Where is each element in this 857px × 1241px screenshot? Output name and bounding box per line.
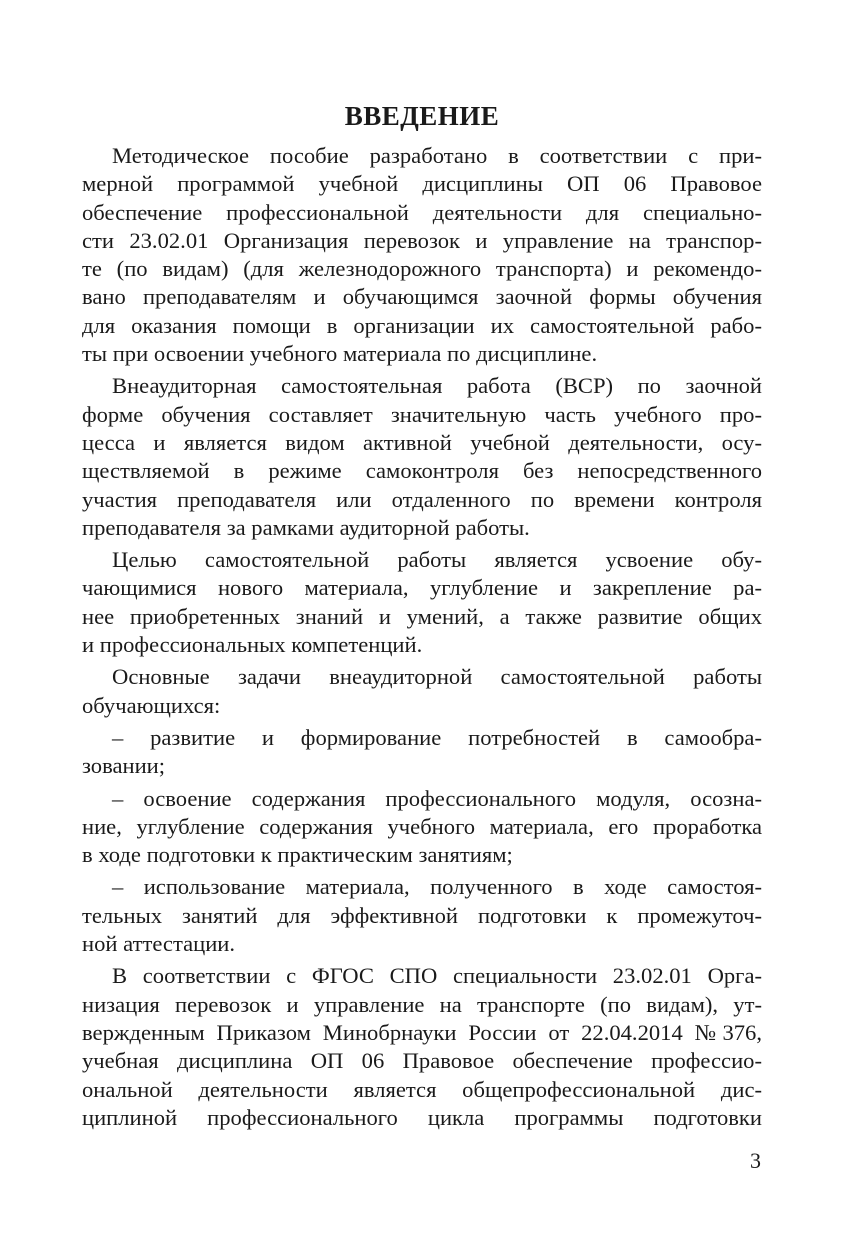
text-line: вано преподавателям и обучающимся заочной формы обучения xyxy=(82,284,762,310)
text-line: сти 23.02.01 Организация перевозок и управление на транспор- xyxy=(82,227,762,253)
text-line: низация перевозок и управление на транспорте (по видам), ут- xyxy=(82,991,762,1017)
page-number: 3 xyxy=(750,1148,761,1173)
text-line: обеспечение профессиональной деятельности для специально- xyxy=(82,199,762,225)
text-line: мерной программой учебной дисциплины ОП 06 Правовое xyxy=(82,171,762,197)
paragraph xyxy=(82,372,762,542)
text-line: Методическое пособие разработано в соответствии с при- xyxy=(112,143,762,168)
body-text xyxy=(82,142,762,1132)
text-line: – развитие и формирование потребностей в самообра- xyxy=(112,724,762,750)
text-line: вержденным Приказом Минобрнауки России от 22.04.2014 №376, xyxy=(82,1019,762,1045)
text-line: преподавателя за рамками аудиторной работы. xyxy=(82,514,530,540)
text-line: Целью самостоятельной работы является усвоение обу- xyxy=(112,547,762,573)
text-line: циплиной профессионального цикла программы подготовки xyxy=(82,1104,762,1130)
text-line: учебная дисциплина ОП 06 Правовое обеспечение профессио- xyxy=(82,1048,762,1074)
text-line: обучающихся: xyxy=(82,692,221,718)
paragraph xyxy=(82,962,762,1132)
text-line: тельных занятий для эффективной подготовки к промежуточ- xyxy=(82,902,762,928)
text-line: – освоение содержания профессионального модуля, осозна- xyxy=(112,785,762,811)
text-line: форме обучения составляет значительную часть учебного про- xyxy=(82,401,762,427)
paragraph xyxy=(82,873,762,958)
paragraph xyxy=(82,546,762,659)
text-line: Основные задачи внеаудиторной самостоятельной работы xyxy=(112,664,762,690)
text-line: участия преподавателя или отдаленного по времени контроля xyxy=(82,486,762,512)
text-line: ществляемой в режиме самоконтроля без непосредственного xyxy=(82,458,762,484)
text-line: – использование материала, полученного в ходе самостоя- xyxy=(112,874,762,900)
text-line: Внеаудиторная самостоятельная работа (ВСР) по заочной xyxy=(112,373,762,399)
text-line: чающимися нового материала, углубление и закрепление ра- xyxy=(82,575,762,601)
text-line: в ходе подготовки к практическим занятиям; xyxy=(82,842,513,868)
text-line: ональной деятельности является общепрофессиональной дис- xyxy=(82,1076,762,1102)
text-line: зовании; xyxy=(82,753,166,779)
text-line: для оказания помощи в организации их самостоятельной рабо- xyxy=(82,312,762,338)
text-line: ты при освоении учебного материала по дисциплине. xyxy=(82,341,598,367)
paragraph xyxy=(82,785,762,870)
document-page xyxy=(82,98,762,1136)
paragraph xyxy=(82,142,762,368)
text-line: ной аттестации. xyxy=(82,931,236,957)
paragraph xyxy=(82,724,762,781)
text-line: ние, углубление содержания учебного материала, его проработка xyxy=(82,813,762,839)
text-line: те (по видам) (для железнодорожного транспорта) и рекомендо- xyxy=(82,256,762,282)
text-line: цесса и является видом активной учебной деятельности, осу- xyxy=(82,429,762,455)
page-title: ВВЕДЕНИЕ xyxy=(344,101,500,131)
text-line: и профессиональных компетенций. xyxy=(82,632,423,658)
paragraph xyxy=(82,663,762,720)
text-line: В соответствии с ФГОС СПО специальности 23.02.01 Орга- xyxy=(112,963,762,989)
text-line: нее приобретенных знаний и умений, а также развитие общих xyxy=(82,603,762,629)
